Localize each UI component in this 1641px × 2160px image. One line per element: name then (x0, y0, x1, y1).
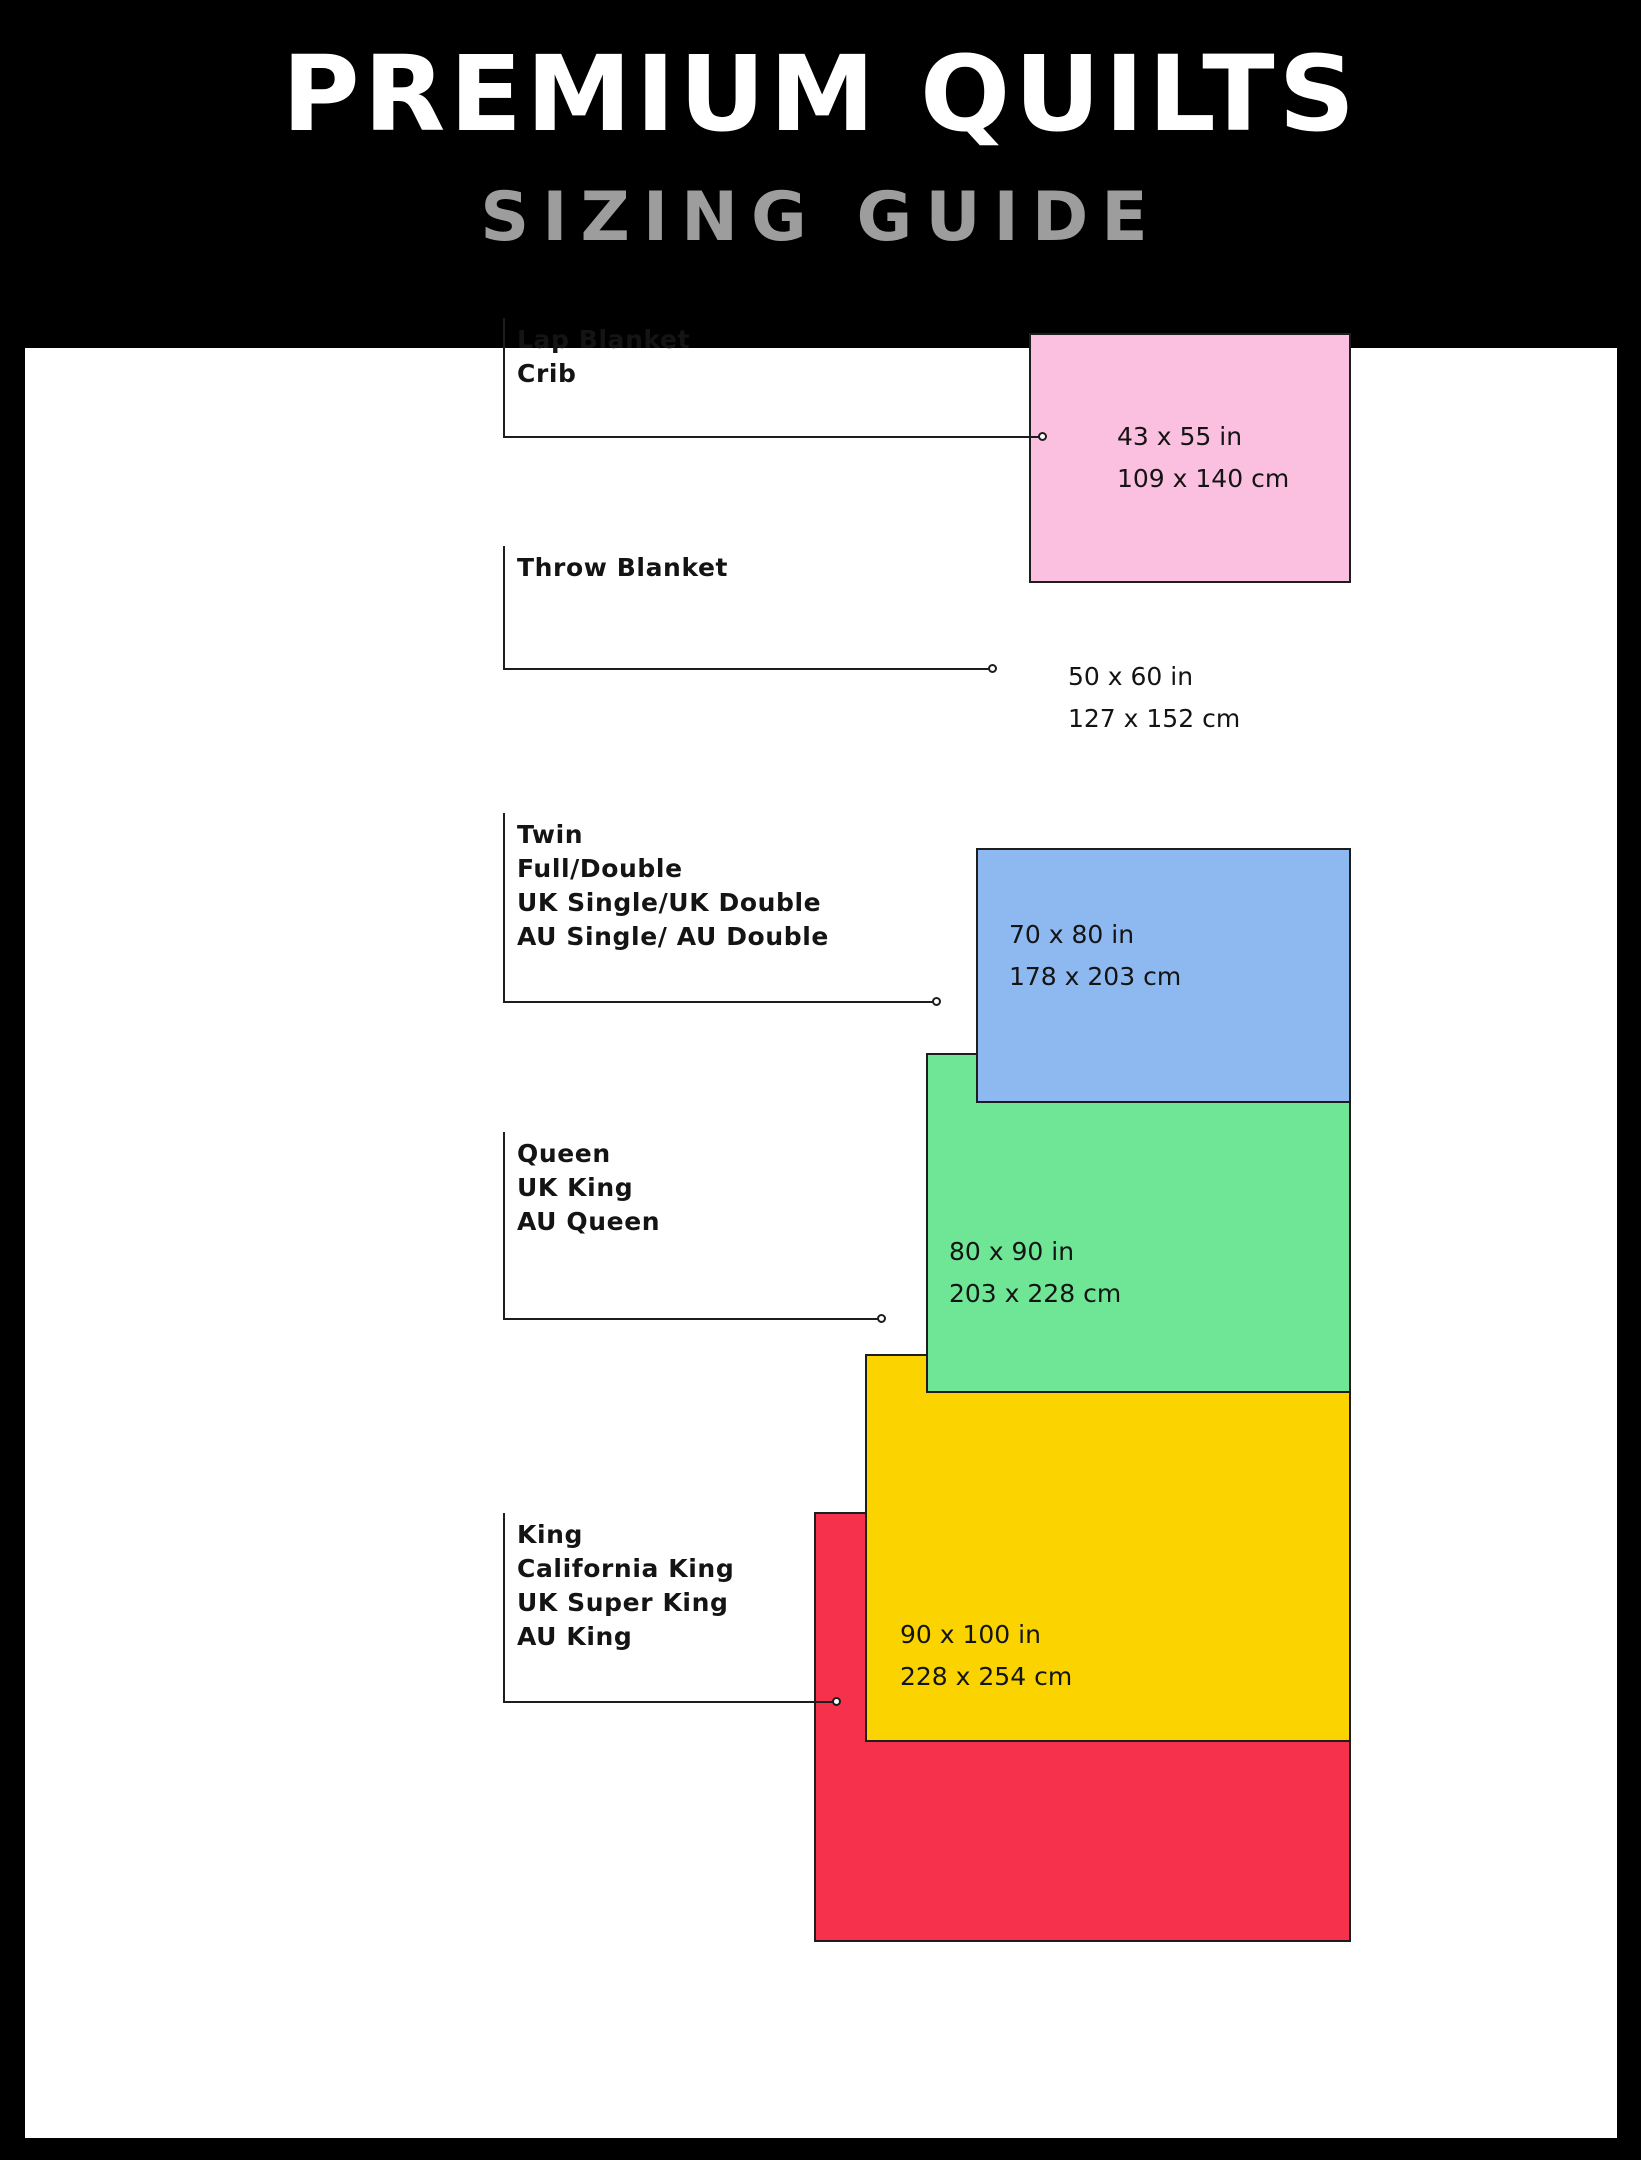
header-banner (0, 0, 1641, 338)
leader-queen (503, 1132, 888, 1324)
dim-labels-twin-full (1009, 914, 1181, 998)
category-label: Throw Blanket (517, 553, 729, 582)
size-inches: 90 x 100 in (900, 1620, 1041, 1649)
dim-labels-throw (1068, 656, 1240, 740)
leader-throw (503, 546, 1003, 674)
swatch-twin-full (926, 1053, 1351, 1393)
category-label: AU King (517, 1622, 633, 1651)
size-cm: 203 x 228 cm (949, 1279, 1122, 1308)
page-subtitle: SIZING GUIDE (480, 178, 1161, 257)
leader-twin-full (503, 813, 943, 1008)
size-cm: 228 x 254 cm (900, 1662, 1073, 1691)
category-label: Lap Blanket (517, 325, 691, 354)
category-label: Full/Double (517, 854, 683, 883)
category-label: Queen (517, 1139, 611, 1168)
size-inches: 50 x 60 in (1068, 662, 1194, 691)
size-inches: 70 x 80 in (1009, 920, 1135, 949)
size-cm: 109 x 140 cm (1117, 464, 1290, 493)
dim-labels-lap-crib (1117, 416, 1289, 500)
category-label: AU Single/ AU Double (517, 922, 829, 951)
dim-labels-king (900, 1614, 1072, 1698)
category-label: Twin (517, 820, 584, 849)
category-label: UK Single/UK Double (517, 888, 822, 917)
quilt-size-chart (25, 325, 1617, 2138)
size-inches: 80 x 90 in (949, 1237, 1075, 1266)
category-label: AU Queen (517, 1207, 661, 1236)
leader-king (503, 1513, 843, 1708)
category-label: Crib (517, 359, 577, 388)
category-label: King (517, 1520, 584, 1549)
category-label: UK King (517, 1173, 634, 1202)
page-title: PREMIUM QUILTS (281, 33, 1360, 155)
size-inches: 43 x 55 in (1117, 422, 1243, 451)
size-cm: 178 x 203 cm (1009, 962, 1182, 991)
category-label: California King (517, 1554, 735, 1583)
size-cm: 127 x 152 cm (1068, 704, 1241, 733)
leader-lap-crib (503, 318, 1048, 443)
category-label: UK Super King (517, 1588, 729, 1617)
chart-canvas (25, 325, 1617, 2138)
dim-labels-queen (949, 1231, 1121, 1315)
